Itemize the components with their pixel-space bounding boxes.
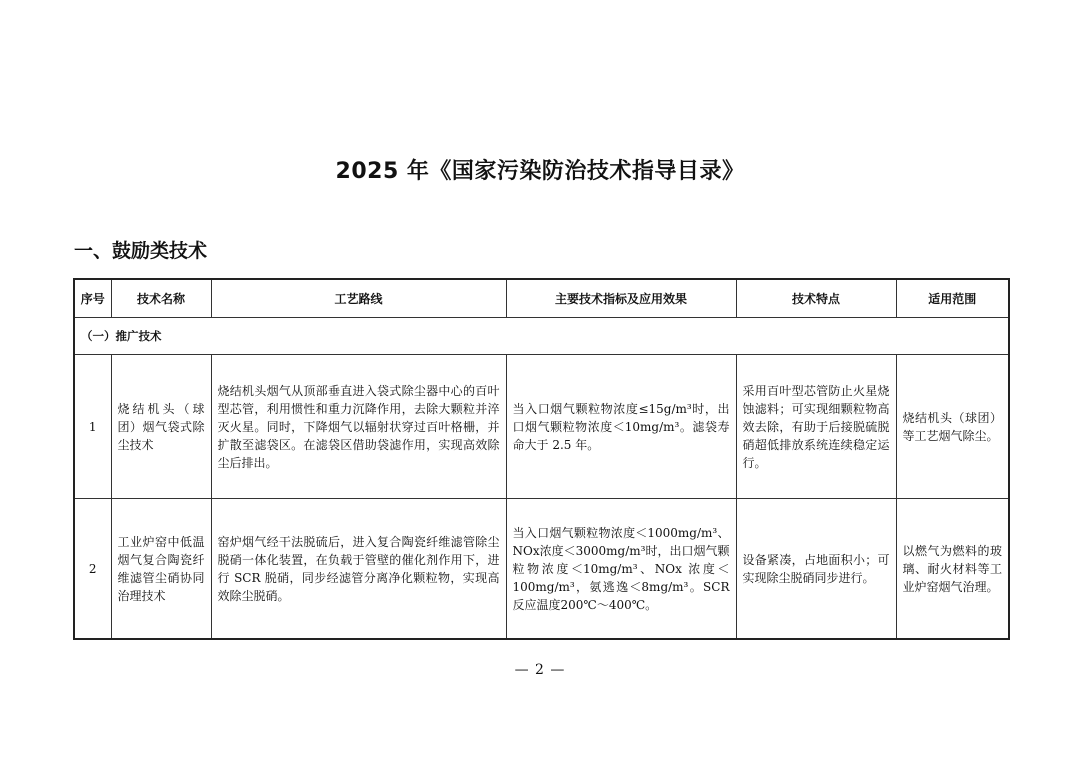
row-indicators: 当入口烟气颗粒物浓度≤15g/m³时，出口烟气颗粒物浓度＜10mg/m³。滤袋寿命大于 2.5 年。 <box>506 355 736 499</box>
row-index: 1 <box>74 355 111 499</box>
table-row <box>74 499 1009 640</box>
row-process: 烧结机头烟气从顶部垂直进入袋式除尘器中心的百叶型芯管，利用惯性和重力沉降作用，去除大颗粒并淬灭火星。同时，下降烟气以辐射状穿过百叶格栅，并扩散至滤袋区。在滤袋区借助袋滤作用，实现高效除尘后排出。 <box>211 355 506 499</box>
section-title: 一、鼓励类技术 <box>74 240 208 262</box>
row-scope: 烧结机头（球团）等工艺烟气除尘。 <box>896 355 1009 499</box>
header-indicators: 主要技术指标及应用效果 <box>506 279 736 318</box>
header-process: 工艺路线 <box>211 279 506 318</box>
table-row <box>74 355 1009 499</box>
row-features: 采用百叶型芯管防止火星烧蚀滤料；可实现细颗粒物高效去除，有助于后接脱硫脱硝超低排放系统连续稳定运行。 <box>736 355 896 499</box>
header-scope: 适用范围 <box>896 279 1009 318</box>
header-tech-name: 技术名称 <box>111 279 211 318</box>
row-scope: 以燃气为燃料的玻璃、耐火材料等工业炉窑烟气治理。 <box>896 499 1009 640</box>
row-indicators: 当入口烟气颗粒物浓度＜1000mg/m³、NOx浓度＜3000mg/m³时，出口烟气颗粒物浓度＜10mg/m³、NOx 浓度＜100mg/m³，氨逃逸＜8mg/m³。SCR 反应温度200℃～400℃。 <box>506 499 736 640</box>
header-features: 技术特点 <box>736 279 896 318</box>
header-index: 序号 <box>74 279 111 318</box>
table-header-row <box>74 279 1009 318</box>
row-tech-name: 工业炉窑中低温烟气复合陶瓷纤维滤管尘硝协同治理技术 <box>111 499 211 640</box>
row-process: 窑炉烟气经干法脱硫后，进入复合陶瓷纤维滤管除尘脱硝一体化装置，在负载于管壁的催化剂作用下，进行 SCR 脱硝，同步经滤管分离净化颗粒物，实现高效除尘脱硝。 <box>211 499 506 640</box>
page-number: — 2 — <box>514 662 566 678</box>
technology-catalog-table <box>73 278 1010 640</box>
subheader-promoted-tech: （一）推广技术 <box>74 318 1009 355</box>
document-title: 2025 年《国家污染防治技术指导目录》 <box>335 159 745 184</box>
row-tech-name: 烧结机头（球团）烟气袋式除尘技术 <box>111 355 211 499</box>
table-subheader-row <box>74 318 1009 355</box>
row-index: 2 <box>74 499 111 640</box>
row-features: 设备紧凑，占地面积小；可实现除尘脱硝同步进行。 <box>736 499 896 640</box>
